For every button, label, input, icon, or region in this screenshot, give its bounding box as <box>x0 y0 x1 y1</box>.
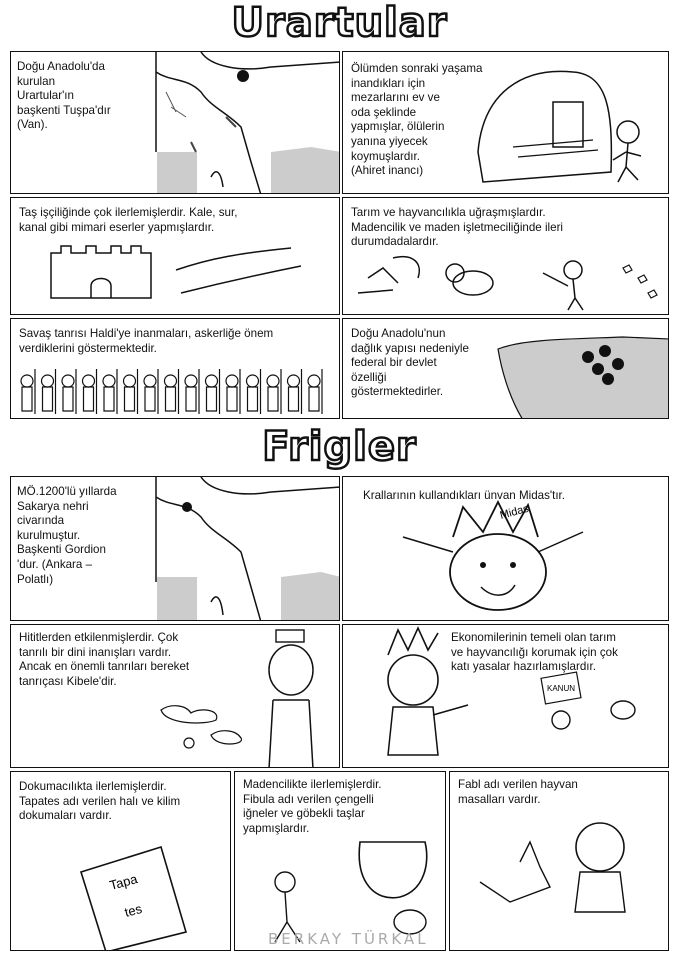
soldier <box>308 369 322 414</box>
panel-text: Madencilikte ilerlemişlerdir. Fibula adı verilen çengelli iğneler ve göbekli taşlar yapmışlardır. <box>243 778 382 835</box>
panel-text: Dokumacılıkta ilerlemişlerdir. Tapates adı verilen halı ve kilim dokumaları vardır. <box>19 780 181 823</box>
soldier <box>21 369 35 414</box>
panel-text: Doğu Anadolu'nun dağlık yapısı nedeniyle federal bir devlet özelliği göstermektedirler. <box>351 327 469 399</box>
panel-text: Fabl adı verilen hayvan masalları vardır. <box>458 778 578 806</box>
panel-text: Ekonomilerinin temeli olan tarım ve hayvancılığı korumak için çok katı yasalar hazırlamışlardır. <box>451 631 618 674</box>
panel-afterlife-tombs <box>342 51 669 194</box>
soldier <box>42 369 56 414</box>
stick-figure-head <box>617 121 639 143</box>
soldier <box>247 369 261 414</box>
panel-weaving <box>10 771 231 951</box>
soldier <box>206 369 220 414</box>
panel-text: MÖ.1200'lü yıllarda Sakarya nehri civarında kurulmuştur. Başkenti Gordion 'dur. (Ankara – Polatlı) <box>17 485 117 586</box>
carpet-illustration <box>11 772 231 951</box>
laws-illustration <box>343 625 669 768</box>
phrygia-map <box>11 477 340 621</box>
fibula-illustration <box>235 772 446 951</box>
soldier <box>267 369 281 414</box>
panel-federal-state <box>342 318 669 419</box>
midas-illustration <box>343 477 669 621</box>
soldier <box>103 369 117 414</box>
panel-fables <box>449 771 669 951</box>
farming-illustration <box>343 198 669 315</box>
anatolia-map <box>11 52 340 194</box>
panel-kibele <box>10 624 340 768</box>
panel-text: Doğu Anadolu'da kurulan Urartular'ın başkenti Tuşpa'dır (Van). <box>17 60 111 132</box>
carpet-label-bottom: tes <box>122 900 144 920</box>
panel-text: Krallarının kullandıkları ünvan Midas'tır. <box>363 489 565 502</box>
panel-text: Taş işçiliğinde çok ilerlemişlerdir. Kale, sur, kanal gibi mimari eserler yapmışlardır. <box>19 206 238 234</box>
soldier <box>165 369 179 414</box>
panel-strict-laws <box>342 624 669 768</box>
carpet-label-top: Tapa <box>107 871 140 893</box>
lion-head <box>576 823 624 871</box>
section-title-urartular: Urartular <box>231 0 448 46</box>
crown-label: Midas <box>498 502 531 522</box>
panel-text: Hititlerden etkilenmişlerdir. Çok tanrılı bir dini inanışları vardır. Ancak en önemli tanrıları bereket tanrıçası Kibele'dir. <box>19 631 190 688</box>
king-head <box>388 655 438 705</box>
federal-map <box>343 319 669 419</box>
kibele-illustration <box>11 625 340 768</box>
soldier-row <box>11 319 340 419</box>
fable-illustration <box>450 772 669 951</box>
panel-king-midas <box>342 476 669 621</box>
panel-capital-tuspa <box>10 51 340 194</box>
panel-text: Ölümden sonraki yaşama inandıkları için mezarlarını ev ve oda şeklinde yapmışlar, ölülerin yanına yiyecek koymuşlardır. (Ahiret inancı) <box>351 62 483 178</box>
gordion-marker <box>182 502 192 512</box>
soldier <box>62 369 76 414</box>
panel-agriculture-mining <box>342 197 669 315</box>
soldier <box>226 369 240 414</box>
soldier <box>288 369 302 414</box>
panel-text: Tarım ve hayvancılıkla uğraşmışlardır. Madencilik ve maden işletmeciliğinde ileri durumdadalardır. <box>351 206 563 249</box>
tomb-illustration <box>343 52 669 194</box>
panel-sakarya-gordion <box>10 476 340 621</box>
cow-body <box>453 271 493 295</box>
panel-text: Savaş tanrısı Haldi'ye inanmaları, askerliğe önem verdiklerini göstermektedir. <box>19 327 274 355</box>
panel-stonework <box>10 197 340 315</box>
panel-fibula <box>234 771 446 951</box>
soldier <box>83 369 97 414</box>
section-title-frigler: Frigler <box>262 424 417 470</box>
law-label: KANUN <box>547 684 576 693</box>
soldier <box>185 369 199 414</box>
panel-war-god-haldi <box>10 318 340 419</box>
tuspa-marker <box>237 70 249 82</box>
artist-signature: BERKAY TÜRKAL <box>268 930 429 948</box>
midas-head <box>450 534 546 610</box>
castle-and-canal <box>11 198 340 315</box>
soldier <box>144 369 158 414</box>
soldier <box>124 369 138 414</box>
